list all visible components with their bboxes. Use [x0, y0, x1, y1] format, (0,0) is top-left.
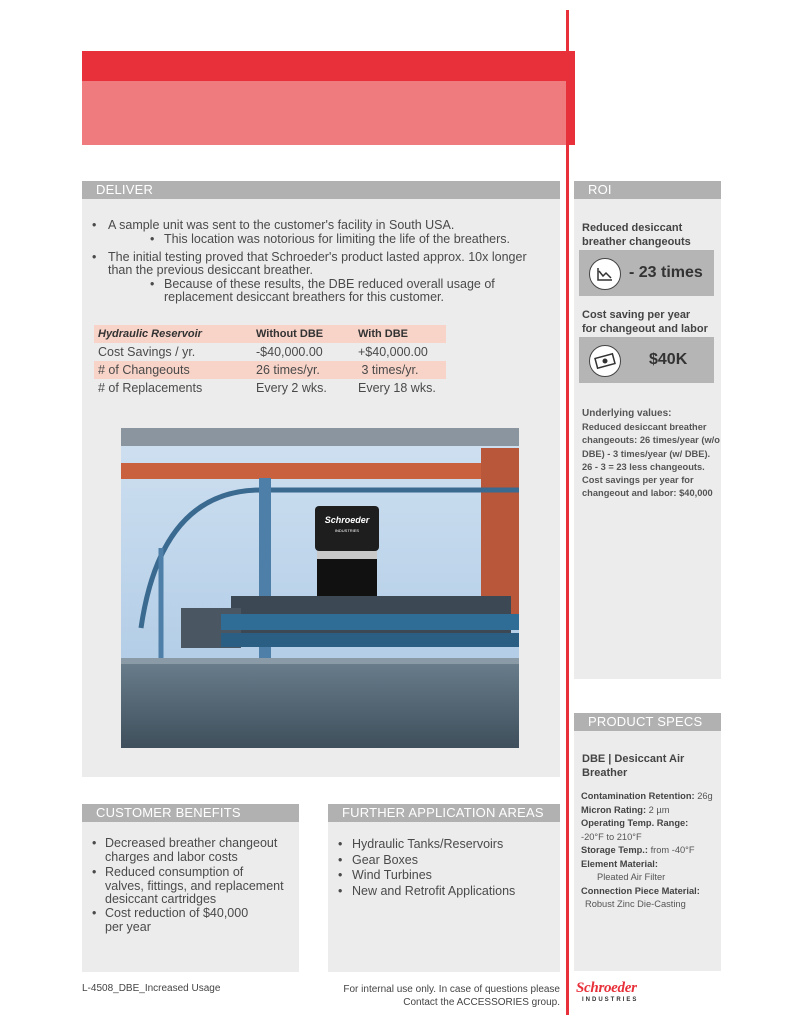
table-cell: # of Replacements — [98, 381, 203, 395]
bullet-dot: • — [92, 250, 97, 264]
table-cell: -$40,000.00 — [256, 345, 323, 359]
table-row — [94, 361, 446, 379]
benefits-header: CUSTOMER BENEFITS — [82, 804, 299, 822]
list-item: • Hydraulic Tanks/Reservoirs — [338, 837, 504, 851]
benefit-item: • Decreased breather changeout charges and labor costs — [92, 836, 278, 864]
list-item: • Gear Boxes — [338, 852, 419, 867]
product-installation-photo — [121, 428, 519, 748]
underlying-values: Reduced desiccant breather changeouts: 26 times/year (w/o DBE) - 3 times/year (w/ DBE). 26 - 3 = 23 less changeouts. Cost savings per year for changeout and labor: $40,000 — [582, 422, 720, 499]
table-header-cell: Hydraulic Reservoir — [94, 325, 256, 343]
roi-label-savings: Cost saving per year for changeout and labor — [582, 309, 708, 335]
list-item: • New and Retrofit Applications — [338, 883, 516, 898]
table-header-cell: With DBE — [358, 325, 446, 343]
roi-label-changeouts: Reduced desiccant breather changeouts — [582, 222, 691, 248]
spec-connection-label: Connection Piece Material: — [581, 885, 700, 896]
bullet-dot: • — [150, 277, 155, 291]
money-icon — [589, 345, 621, 377]
stat-savings — [579, 337, 714, 383]
stat-changeouts — [579, 250, 714, 296]
table-row — [94, 379, 446, 397]
stat-savings-value: $40K — [649, 351, 688, 368]
photo-illustration — [121, 428, 519, 748]
table-cell: Every 18 wks. — [358, 381, 436, 395]
spec-element-label: Element Material: — [581, 858, 658, 869]
results-table — [94, 325, 446, 397]
specs-header: PRODUCT SPECS — [574, 713, 721, 731]
bullet-dot: • — [92, 218, 97, 232]
table-cell: # of Changeouts — [94, 361, 256, 379]
spec-element-value: Pleated Air Filter — [597, 872, 666, 882]
deliver-subbullet-2: • Because of these results, the DBE reduced overall usage of replacement desiccant breathers for this customer. — [150, 277, 495, 304]
table-header-row — [94, 325, 446, 343]
spec-contamination: Contamination Retention: 26g — [581, 791, 713, 801]
table-cell: +$40,000.00 — [358, 345, 428, 359]
document-id: L-4508_DBE_Increased Usage — [82, 983, 221, 994]
product-name: DBE | Desiccant Air Breather — [582, 753, 685, 779]
list-item: • Wind Turbines — [338, 868, 432, 882]
table-header-cell: Without DBE — [256, 325, 358, 343]
stat-changeouts-value: - 23 times — [629, 264, 703, 281]
photo-brand-text: Schroeder — [324, 515, 370, 525]
deliver-header: DELIVER — [82, 181, 560, 199]
table-cell: 26 times/yr. — [256, 361, 358, 379]
roi-header: ROI — [574, 181, 721, 199]
table-cell: 3 times/yr. — [358, 361, 446, 379]
spec-connection-value: Robust Zinc Die-Casting — [585, 899, 686, 909]
header-banner-lower — [82, 81, 566, 145]
table-cell: Every 2 wks. — [256, 381, 327, 395]
spec-temp-value: -20°F to 210°F — [581, 831, 642, 842]
photo-brand-sub: INDUSTRIES — [334, 528, 360, 533]
spec-storage: Storage Temp.: from -40°F — [581, 845, 695, 855]
spec-micron: Micron Rating: 2 µm — [581, 804, 670, 815]
vertical-accent-line — [566, 10, 569, 1015]
trend-down-icon — [589, 258, 621, 290]
deliver-subbullet-1: • This location was notorious for limiting the life of the breathers. — [150, 232, 511, 246]
header-banner — [82, 51, 575, 81]
spec-list — [581, 790, 721, 912]
schroeder-logo: Schroeder INDUSTRIES — [576, 980, 639, 1003]
deliver-bullet-2: • The initial testing proved that Schroeder's product lasted approx. 10x longer than the previous desiccant breather. — [92, 250, 527, 277]
table-cell: Cost Savings / yr. — [98, 345, 196, 359]
benefit-item: • Cost reduction of $40,000 per year — [92, 906, 249, 934]
spec-temp-label: Operating Temp. Range: — [581, 818, 689, 828]
applications-list — [338, 837, 553, 899]
bullet-dot: • — [150, 232, 155, 246]
table-row — [94, 343, 446, 361]
applications-header: FURTHER APPLICATION AREAS — [328, 804, 560, 822]
deliver-bullet-1: • A sample unit was sent to the customer's facility in South USA. — [92, 218, 455, 232]
underlying-title: Underlying values: — [582, 408, 672, 419]
footer-note: For internal use only. In case of questions please Contact the ACCESSORIES group. — [343, 984, 560, 1008]
benefit-item: • Reduced consumption of valves, fittings, and replacement desiccant cartridges — [92, 865, 284, 906]
